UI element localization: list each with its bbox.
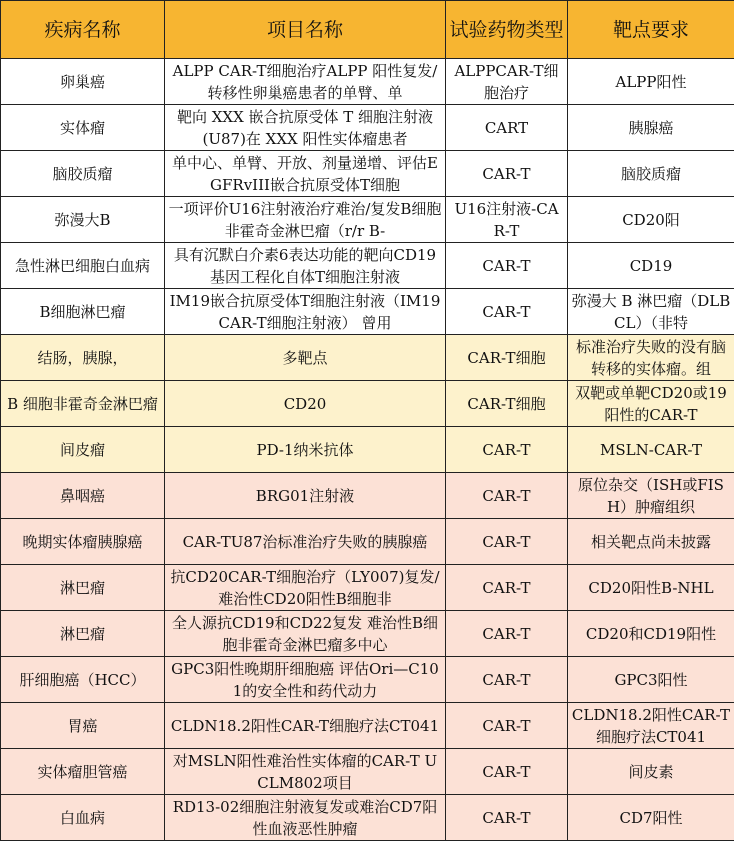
cell-disease[interactable]: [1, 795, 165, 841]
cell-disease[interactable]: [1, 151, 165, 197]
cell-project[interactable]: [165, 381, 446, 427]
cell-disease-text: B细胞淋巴瘤: [39, 302, 126, 321]
table-row: [1, 289, 734, 335]
cell-target-text: CD7阳性: [619, 808, 683, 827]
cell-disease-text: 鼻咽癌: [59, 486, 105, 505]
cell-project-text: RD13-02细胞注射液复发或难治CD7阳性血液恶性肿瘤: [172, 797, 438, 838]
cell-target-text: CD20和CD19阳性: [585, 624, 717, 643]
cell-project-text: CAR-TU87治标准治疗失败的胰腺癌: [182, 532, 428, 551]
cell-disease[interactable]: [1, 565, 165, 611]
cell-project-text: 具有沉默白介素6表达功能的靶向CD19基因工程化自体T细胞注射液: [173, 245, 437, 286]
cell-project-text: BRG01注射液: [255, 486, 355, 505]
cell-disease[interactable]: [1, 289, 165, 335]
cell-target-text: 弥漫大 B 淋巴瘤（DLBCL）（非特: [571, 291, 731, 332]
header-drug-type: 试验药物类型: [446, 1, 568, 59]
cell-disease-text: 胃癌: [67, 716, 98, 735]
cell-drug-type[interactable]: [446, 381, 568, 427]
cell-target[interactable]: [568, 59, 734, 105]
cell-disease[interactable]: [1, 105, 165, 151]
cell-target[interactable]: [568, 657, 734, 703]
cell-target-text: CD20阳性B-NHL: [588, 578, 714, 597]
table-row: [1, 749, 734, 795]
cell-drug-type-text: U16注射液-CAR-T: [454, 199, 559, 240]
table-row: [1, 703, 734, 749]
cell-target[interactable]: [568, 197, 734, 243]
cell-project-text: GPC3阳性晚期肝细胞癌 评估Ori—C101的安全性和药代动力: [171, 659, 439, 700]
cell-project-text: CD20: [283, 394, 327, 413]
cell-disease[interactable]: [1, 243, 165, 289]
table-row: [1, 473, 734, 519]
cell-drug-type-text: CAR-T: [482, 808, 531, 827]
cell-drug-type-text: CAR-T: [482, 670, 531, 689]
header-disease: 疾病名称: [1, 1, 165, 59]
cell-disease[interactable]: [1, 335, 165, 381]
cell-target-text: 原位杂交（ISH或FISH）肿瘤组织: [578, 475, 724, 516]
cell-drug-type-text: CAR-T: [482, 256, 531, 275]
cell-drug-type-text: CAR-T: [482, 302, 531, 321]
cell-target-text: CLDN18.2阳性CAR-T细胞疗法CT041: [571, 705, 731, 746]
cell-drug-type-text: CART: [484, 118, 529, 137]
cell-drug-type[interactable]: [446, 657, 568, 703]
cell-target-text: 相关靶点尚未披露: [590, 532, 711, 551]
cell-drug-type-text: CAR-T: [482, 624, 531, 643]
cell-project[interactable]: [165, 519, 446, 565]
cell-disease-text: 弥漫大B: [54, 210, 111, 229]
table-row: [1, 197, 734, 243]
cell-target-text: 脑胶质瘤: [620, 164, 681, 183]
cell-project-text: 靶向 XXX 嵌合抗原受体 T 细胞注射液(U87)在 XXX 阳性实体瘤患者: [176, 107, 434, 148]
cell-project-text: PD-1纳米抗体: [256, 440, 354, 459]
cell-disease-text: 实体瘤: [59, 118, 105, 137]
cell-target[interactable]: [568, 105, 734, 151]
cell-project[interactable]: [165, 197, 446, 243]
cell-drug-type-text: CAR-T: [482, 532, 531, 551]
table-row: [1, 519, 734, 565]
cell-target-text: CD20阳: [622, 210, 680, 229]
cell-disease[interactable]: [1, 197, 165, 243]
cell-project-text: 抗CD20CAR-T细胞治疗（LY007)复发/难治性CD20阳性B细胞非: [170, 567, 440, 608]
cell-disease-text: 急性淋巴细胞白血病: [14, 256, 150, 275]
cell-project[interactable]: [165, 289, 446, 335]
cell-drug-type-text: CAR-T: [482, 578, 531, 597]
table-row: [1, 243, 734, 289]
cell-target[interactable]: [568, 427, 734, 473]
cell-drug-type-text: CAR-T细胞: [467, 394, 546, 413]
cell-project[interactable]: [165, 795, 446, 841]
cell-drug-type[interactable]: [446, 105, 568, 151]
cell-drug-type-text: ALPPCAR-T细胞治疗: [454, 61, 559, 102]
cell-disease-text: 淋巴瘤: [59, 578, 105, 597]
cell-disease-text: 淋巴瘤: [59, 624, 105, 643]
cell-drug-type[interactable]: [446, 519, 568, 565]
cell-disease-text: 肝细胞癌（HCC）: [19, 670, 146, 689]
cell-target[interactable]: [568, 611, 734, 657]
cell-target[interactable]: [568, 335, 734, 381]
cell-target[interactable]: [568, 795, 734, 841]
cell-drug-type-text: CAR-T: [482, 716, 531, 735]
cell-target-text: ALPP阳性: [615, 72, 687, 91]
header-row: [1, 1, 734, 59]
table-row: [1, 611, 734, 657]
cell-project[interactable]: [165, 105, 446, 151]
table-row: [1, 381, 734, 427]
cell-target[interactable]: [568, 749, 734, 795]
cell-disease-text: 实体瘤胆管癌: [37, 762, 128, 781]
cell-project[interactable]: [165, 59, 446, 105]
table-row: [1, 427, 734, 473]
cell-drug-type[interactable]: [446, 151, 568, 197]
cell-drug-type[interactable]: [446, 473, 568, 519]
table-row: [1, 795, 734, 841]
cell-project[interactable]: [165, 657, 446, 703]
cell-disease[interactable]: [1, 749, 165, 795]
cell-target-text: CD19: [629, 256, 673, 275]
cell-project-text: 一项评价U16注射液治疗难治/复发B细胞非霍奇金淋巴瘤（r/r B-: [168, 199, 442, 240]
cell-project[interactable]: [165, 749, 446, 795]
cell-target[interactable]: [568, 703, 734, 749]
cell-disease[interactable]: [1, 381, 165, 427]
cell-target-text: 间皮素: [628, 762, 674, 781]
cell-target[interactable]: [568, 151, 734, 197]
table-row: [1, 335, 734, 381]
cell-project-text: CLDN18.2阳性CAR-T细胞疗法CT041: [170, 716, 440, 735]
table-body: [1, 59, 734, 841]
cell-disease-text: 晚期实体瘤胰腺癌: [22, 532, 143, 551]
cell-project[interactable]: [165, 151, 446, 197]
cell-target[interactable]: [568, 381, 734, 427]
cell-drug-type[interactable]: [446, 427, 568, 473]
cell-target-text: GPC3阳性: [614, 670, 688, 689]
cell-project[interactable]: [165, 243, 446, 289]
cell-disease[interactable]: [1, 59, 165, 105]
cell-drug-type[interactable]: [446, 749, 568, 795]
cell-disease-text: 间皮瘤: [59, 440, 105, 459]
cell-drug-type-text: CAR-T细胞: [467, 348, 546, 367]
cell-target[interactable]: [568, 519, 734, 565]
header-target: 靶点要求: [568, 1, 734, 59]
cell-drug-type[interactable]: [446, 703, 568, 749]
cell-project-text: 单中心、单臂、开放、剂量递增、评估EGFRvIII嵌合抗原受体T细胞: [172, 153, 438, 194]
cell-target-text: 双靶或单靶CD20或19阳性的CAR-T: [575, 383, 727, 424]
cell-disease[interactable]: [1, 427, 165, 473]
cell-project-text: 全人源抗CD19和CD22复发 难治性B细胞非霍奇金淋巴瘤多中心: [172, 613, 438, 654]
cell-project-text: ALPP CAR-T细胞治疗ALPP 阳性复发/转移性卵巢癌患者的单臂、单: [172, 61, 438, 102]
cell-project[interactable]: [165, 611, 446, 657]
cell-disease-text: 卵巢癌: [59, 72, 105, 91]
cell-target-text: 胰腺癌: [628, 118, 674, 137]
cell-drug-type[interactable]: [446, 59, 568, 105]
cell-drug-type-text: CAR-T: [482, 486, 531, 505]
cell-project[interactable]: [165, 427, 446, 473]
table-row: [1, 565, 734, 611]
table-row: [1, 151, 734, 197]
cell-drug-type[interactable]: [446, 611, 568, 657]
cell-project[interactable]: [165, 335, 446, 381]
cell-drug-type[interactable]: [446, 289, 568, 335]
table-row: [1, 105, 734, 151]
cell-disease[interactable]: [1, 519, 165, 565]
cell-target[interactable]: [568, 243, 734, 289]
cell-disease-text: 结肠，胰腺，: [37, 348, 128, 367]
cell-drug-type[interactable]: [446, 795, 568, 841]
cell-drug-type-text: CAR-T: [482, 440, 531, 459]
cell-target[interactable]: [568, 473, 734, 519]
cell-disease[interactable]: [1, 657, 165, 703]
cell-project-text: 对MSLN阳性难治性实体瘤的CAR-T UCLM802项目: [172, 751, 438, 792]
cell-drug-type[interactable]: [446, 197, 568, 243]
cell-drug-type[interactable]: [446, 565, 568, 611]
header-project: 项目名称: [165, 1, 446, 59]
cell-drug-type[interactable]: [446, 243, 568, 289]
cell-target-text: MSLN-CAR-T: [600, 440, 702, 459]
cell-drug-type-text: CAR-T: [482, 762, 531, 781]
cell-target[interactable]: [568, 565, 734, 611]
cell-drug-type-text: CAR-T: [482, 164, 531, 183]
cell-disease-text: 脑胶质瘤: [52, 164, 113, 183]
cell-drug-type[interactable]: [446, 335, 568, 381]
cell-project-text: 多靶点: [282, 348, 328, 367]
cell-disease-text: 白血病: [59, 808, 105, 827]
cell-project[interactable]: [165, 473, 446, 519]
cell-disease[interactable]: [1, 611, 165, 657]
cell-disease-text: B 细胞非霍奇金淋巴瘤: [7, 394, 158, 413]
cell-project[interactable]: [165, 703, 446, 749]
cell-project-text: IM19嵌合抗原受体T细胞注射液（IM19CAR-T细胞注射液） 曾用: [169, 291, 441, 332]
table-row: [1, 657, 734, 703]
table-row: [1, 59, 734, 105]
cell-target-text: 标准治疗失败的没有脑转移的实体瘤。组: [575, 337, 726, 378]
cell-disease[interactable]: [1, 473, 165, 519]
cell-target[interactable]: [568, 289, 734, 335]
cell-project[interactable]: [165, 565, 446, 611]
cell-disease[interactable]: [1, 703, 165, 749]
